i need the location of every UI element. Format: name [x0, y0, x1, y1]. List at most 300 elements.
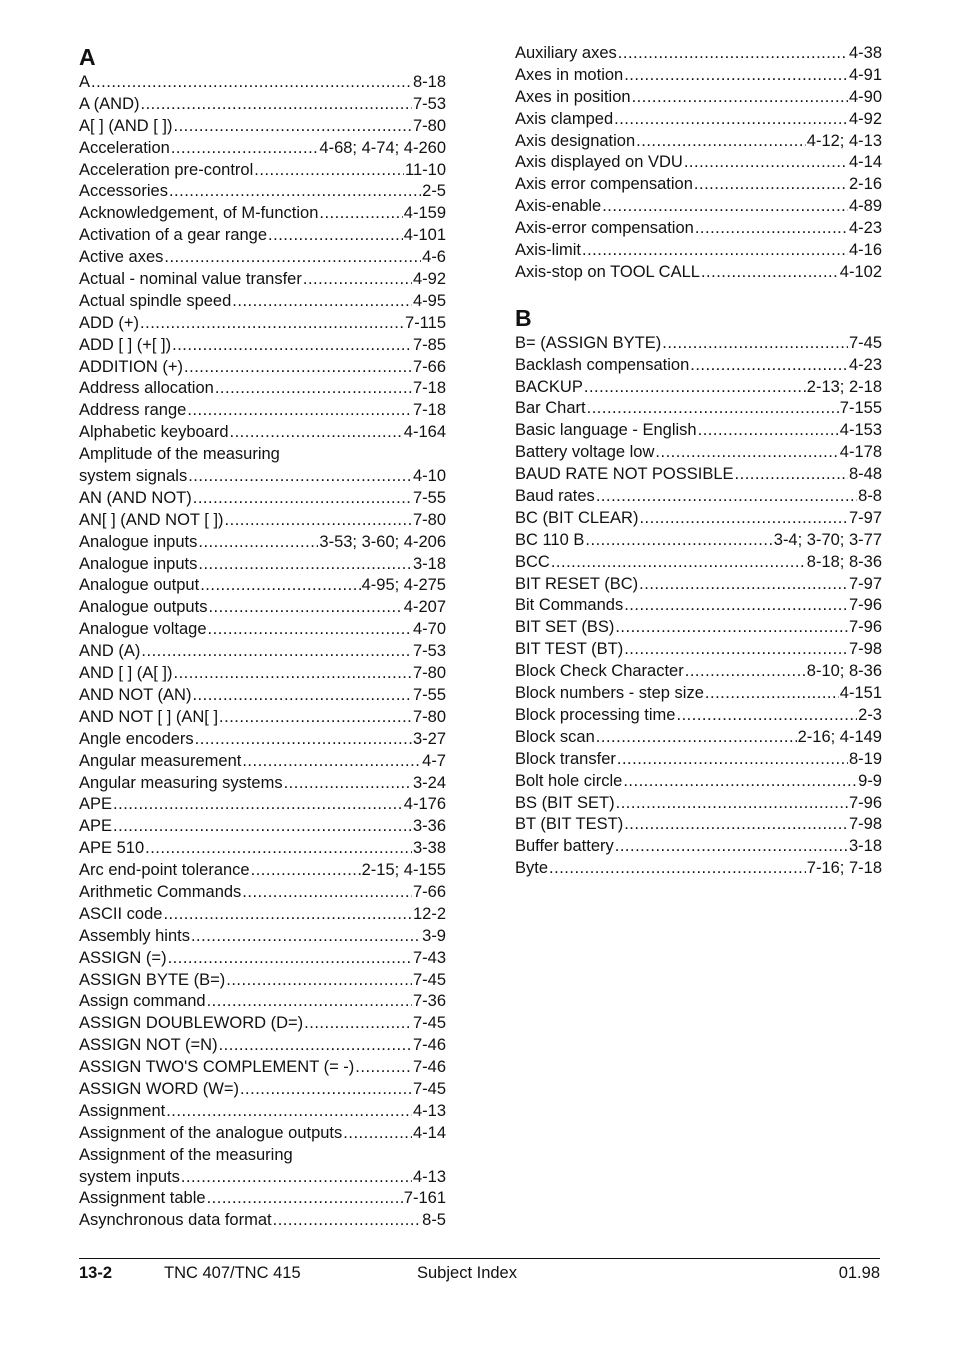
index-entry-page-ref: 4-95 [412, 291, 446, 310]
index-entry [79, 751, 446, 773]
index-entry-term: Axis error compensation [515, 175, 693, 194]
index-entry-page-ref: 7-161 [403, 1189, 446, 1208]
index-entry-term: Block transfer [515, 749, 616, 768]
index-entry-term: ASSIGN WORD (W=) [79, 1079, 239, 1098]
index-entry [515, 793, 882, 815]
index-entry-term: Accessories [79, 182, 168, 201]
index-entry-page-ref: 7-45 [412, 1079, 446, 1098]
index-entry [515, 333, 882, 355]
index-entry [515, 87, 882, 109]
index-entry-term: BT (BIT TEST) [515, 815, 624, 834]
dot-leader [242, 882, 412, 904]
index-entry [515, 464, 882, 486]
index-entry-page-ref: 7-18 [412, 379, 446, 398]
dot-leader [208, 597, 402, 619]
index-entry-page-ref: 7-98 [848, 640, 882, 659]
index-entry-page-ref: 7-53 [412, 642, 446, 661]
index-column-left [79, 43, 446, 1232]
index-entry [515, 262, 882, 284]
index-entry-page-ref: 3-4; 3-70; 3-77 [773, 530, 882, 549]
index-entry-page-ref: 7-85 [412, 335, 446, 354]
dot-leader [735, 464, 848, 486]
index-entry [79, 247, 446, 269]
index-entry-page-ref: 2-3 [858, 705, 882, 724]
dot-leader [166, 1101, 412, 1123]
index-entry [79, 138, 446, 160]
index-entry-page-ref: 7-18 [412, 401, 446, 420]
index-entry-page-ref: 7-45 [848, 333, 882, 352]
index-entry [515, 398, 882, 420]
index-entry-term: system inputs [79, 1167, 180, 1186]
index-entry-page-ref: 3-27 [412, 729, 446, 748]
index-entry [79, 1188, 446, 1210]
index-entry-term: AND [ ] (A[ ]) [79, 664, 173, 683]
page-footer [79, 1262, 880, 1284]
index-entry [79, 94, 446, 116]
dot-leader [187, 400, 412, 422]
index-entry [515, 65, 882, 87]
footer-date: 01.98 [838, 1264, 880, 1282]
index-entry [515, 858, 882, 880]
index-entry-page-ref: 7-80 [412, 664, 446, 683]
index-entry [79, 729, 446, 751]
index-entry-page-ref: 7-66 [412, 357, 446, 376]
index-entry [79, 1101, 446, 1123]
index-entry-page-ref: 4-89 [848, 197, 882, 216]
index-entry-term: Axis clamped [515, 109, 614, 128]
index-entry-term: Arc end-point tolerance [79, 861, 250, 880]
index-entry-page-ref: 7-96 [848, 596, 882, 615]
index-entry-page-ref: 4-151 [839, 684, 882, 703]
index-entry [79, 860, 446, 882]
index-entry-term: ASCII code [79, 904, 163, 923]
dot-leader [623, 771, 857, 793]
footer-page-number: 13-2 [79, 1264, 113, 1282]
index-entry-page-ref: 7-80 [412, 707, 446, 726]
index-entry [515, 705, 882, 727]
index-entry-page-ref: 4-102 [839, 262, 882, 281]
index-entry [79, 335, 446, 357]
dot-leader [225, 510, 412, 532]
index-entry [79, 422, 446, 444]
dot-leader [655, 442, 838, 464]
index-entry-page-ref: 7-46 [412, 1036, 446, 1055]
dot-leader [694, 174, 848, 196]
index-entry-page-ref: 8-19 [848, 749, 882, 768]
index-entry-page-ref: 8-5 [422, 1211, 446, 1230]
index-entry [79, 554, 446, 576]
index-entry [515, 836, 882, 858]
index-entry [79, 1123, 446, 1145]
index-entry [79, 160, 446, 182]
index-entry [515, 617, 882, 639]
dot-leader [174, 663, 412, 685]
dot-leader [695, 218, 848, 240]
index-entry [79, 510, 446, 532]
index-entry-page-ref: 4-70 [412, 620, 446, 639]
section-letter-heading: B [515, 304, 532, 331]
dot-leader [701, 262, 839, 284]
index-entry-term: ADDITION (+) [79, 357, 184, 376]
index-entry-term: Axis displayed on VDU [515, 153, 683, 172]
dot-leader [616, 793, 848, 815]
index-entry [79, 948, 446, 970]
dot-leader [207, 1188, 403, 1210]
dot-leader [268, 225, 403, 247]
index-entry [515, 196, 882, 218]
dot-leader [676, 705, 857, 727]
index-entry-term: BIT TEST (BT) [515, 640, 624, 659]
index-entry-page-ref: 7-45 [412, 970, 446, 989]
index-entry [515, 552, 882, 574]
dot-leader [618, 43, 848, 65]
dot-leader [705, 683, 839, 705]
index-entry-page-ref: 2-13; 2-18 [806, 377, 882, 396]
index-entry [79, 970, 446, 992]
index-entry-page-ref: 11-10 [405, 160, 446, 179]
index-entry-term: AND (A) [79, 642, 141, 661]
index-entry-term: AN (AND NOT) [79, 488, 192, 507]
index-entry [79, 269, 446, 291]
dot-leader [193, 488, 412, 510]
index-entry-term: ASSIGN NOT (=N) [79, 1036, 218, 1055]
index-entry-page-ref: 4-14 [848, 153, 882, 172]
index-entry-term: ADD [ ] (+[ ]) [79, 335, 172, 354]
index-entry-term: BCC [515, 552, 550, 571]
index-entry-page-ref: 3-24 [412, 773, 446, 792]
index-entry [79, 203, 446, 225]
dot-leader [602, 196, 848, 218]
dot-leader [662, 333, 848, 355]
index-entry-term: ASSIGN (=) [79, 948, 167, 967]
index-entry-term: A (AND) [79, 94, 140, 113]
index-entry-term: Active axes [79, 248, 164, 267]
index-entry-page-ref: 2-15; 4-155 [361, 861, 446, 880]
index-entry-term: Asynchronous data format [79, 1211, 272, 1230]
index-entry-page-ref: 7-96 [848, 793, 882, 812]
dot-leader [141, 94, 412, 116]
section-letter-heading: A [79, 44, 96, 70]
index-entry-page-ref: 12-2 [412, 904, 446, 923]
index-entry-term: Assembly hints [79, 926, 190, 945]
index-entry [515, 639, 882, 661]
index-entry-page-ref: 7-155 [839, 399, 882, 418]
index-entry-page-ref: 8-18; 8-36 [806, 552, 882, 571]
dot-leader [624, 595, 848, 617]
dot-leader [140, 313, 404, 335]
index-entry-page-ref: 4-101 [403, 226, 446, 245]
dot-leader [174, 116, 412, 138]
index-entry-page-ref: 4-91 [848, 65, 882, 84]
index-entry-page-ref: 4-13 [412, 1101, 446, 1120]
index-entry-term: Axis-stop on TOOL CALL [515, 262, 700, 281]
index-entry-page-ref: 2-16 [848, 175, 882, 194]
dot-leader [685, 661, 806, 683]
dot-leader [191, 926, 421, 948]
index-entry-term: Auxiliary axes [515, 44, 617, 62]
dot-leader [596, 727, 797, 749]
index-entry [79, 1057, 446, 1079]
dot-leader [181, 1167, 412, 1189]
dot-leader [615, 617, 848, 639]
index-entry-term: BACKUP [515, 377, 583, 396]
dot-leader [240, 1079, 412, 1101]
index-entry-continued: Assignment of the measuring [79, 1145, 293, 1164]
index-entry-page-ref: 4-178 [839, 443, 882, 462]
index-entry [515, 442, 882, 464]
dot-leader [636, 131, 806, 153]
index-entry [79, 116, 446, 138]
index-entry-term: ASSIGN BYTE (B=) [79, 970, 226, 989]
index-entry-page-ref: 7-80 [412, 116, 446, 135]
dot-leader [113, 794, 403, 816]
index-entry [79, 1013, 446, 1035]
section-spacer [515, 284, 882, 304]
index-entry [79, 838, 446, 860]
index-entry-term: Bar Chart [515, 399, 586, 418]
dot-leader [171, 138, 319, 160]
index-entry-page-ref: 8-18 [412, 73, 446, 91]
index-entry-term: Axes in motion [515, 65, 624, 84]
index-entry-term: BIT RESET (BC) [515, 574, 639, 593]
index-entry-term: BC 110 B [515, 530, 585, 549]
dot-leader [215, 378, 412, 400]
index-entry-page-ref: 7-55 [412, 685, 446, 704]
index-entry-term: Arithmetic Commands [79, 882, 242, 901]
index-entry [79, 532, 446, 554]
footer-rule [79, 1258, 880, 1259]
index-entry-page-ref: 3-18 [412, 554, 446, 573]
dot-leader [230, 422, 403, 444]
index-entry [515, 174, 882, 196]
dot-leader [551, 552, 806, 574]
index-entry-term: APE 510 [79, 839, 145, 858]
index-entry-page-ref: 7-46 [412, 1058, 446, 1077]
index-entry [515, 218, 882, 240]
index-entry-term: BS (BIT SET) [515, 793, 615, 812]
index-entry [79, 1079, 446, 1101]
index-entry-term: Analogue inputs [79, 532, 198, 551]
index-entry-term: Backlash compensation [515, 355, 690, 374]
index-entry-term: Analogue outputs [79, 598, 208, 617]
index-entry-term: Alphabetic keyboard [79, 423, 229, 442]
index-entry [79, 926, 446, 948]
index-entry-page-ref: 4-159 [403, 204, 446, 223]
index-entry-page-ref: 7-98 [848, 815, 882, 834]
index-entry-page-ref: 7-80 [412, 510, 446, 529]
index-entry-page-ref: 7-66 [412, 882, 446, 901]
index-entry-term: Block Check Character [515, 662, 684, 681]
index-entry-term: Battery voltage low [515, 443, 655, 462]
dot-leader [582, 240, 848, 262]
index-entry-term: APE [79, 817, 113, 836]
index-entry-page-ref: 4-38 [848, 44, 882, 62]
index-entry-page-ref: 7-16; 7-18 [806, 859, 882, 878]
index-entry-term: Block scan [515, 727, 595, 746]
index-entry-page-ref: 4-207 [403, 598, 446, 617]
index-entry-term: ADD (+) [79, 313, 140, 332]
index-entry [515, 771, 882, 793]
dot-leader [587, 398, 839, 420]
index-entry-page-ref: 8-10; 8-36 [806, 662, 882, 681]
index-entry [79, 1167, 446, 1189]
index-entry [515, 727, 882, 749]
index-entry-page-ref: 2-5 [422, 182, 446, 201]
dot-leader [145, 838, 412, 860]
index-entry [79, 1210, 446, 1232]
index-entry-page-ref: 4-95; 4-275 [361, 576, 446, 595]
index-entry [79, 816, 446, 838]
index-entry-page-ref: 4-13 [412, 1167, 446, 1186]
index-entry [515, 420, 882, 442]
index-entry-term: Axis designation [515, 131, 636, 150]
index-entry-page-ref: 7-97 [848, 508, 882, 527]
index-entry [515, 574, 882, 596]
index-entry-page-ref: 3-18 [848, 837, 882, 856]
index-entry [515, 152, 882, 174]
index-entry-page-ref: 4-12; 4-13 [806, 131, 882, 150]
index-entry [79, 72, 446, 94]
footer-section-title: Subject Index [417, 1264, 517, 1282]
dot-leader [615, 836, 848, 858]
index-entry-term: Axis-limit [515, 241, 581, 260]
index-entry-page-ref: 4-68; 4-74; 4-260 [319, 138, 446, 157]
index-entry [79, 225, 446, 247]
index-entry-term: Actual - nominal value transfer [79, 270, 302, 289]
index-entry-term: Angular measurement [79, 751, 242, 770]
dot-leader [242, 751, 421, 773]
dot-leader [219, 707, 412, 729]
index-entry [515, 661, 882, 683]
index-entry [515, 240, 882, 262]
index-entry [79, 1035, 446, 1057]
index-entry-term: Axis-error compensation [515, 219, 694, 238]
index-entry [79, 181, 446, 203]
dot-leader [198, 554, 412, 576]
index-entry [515, 355, 882, 377]
index-entry-page-ref: 4-153 [839, 421, 882, 440]
dot-leader [91, 72, 412, 94]
index-entry-page-ref: 4-7 [422, 751, 446, 770]
index-entry-term: Actual spindle speed [79, 291, 232, 310]
index-entry [515, 131, 882, 153]
index-entry [79, 663, 446, 685]
dot-leader [163, 904, 412, 926]
index-entry-term: Assignment table [79, 1189, 206, 1208]
index-entry-page-ref: 7-97 [848, 574, 882, 593]
index-column-right [515, 43, 882, 880]
dot-leader [251, 860, 361, 882]
index-entry-term: Axis-enable [515, 197, 602, 216]
index-entry-page-ref: 3-53; 3-60; 4-206 [319, 532, 446, 551]
index-entry-term: Analogue inputs [79, 554, 198, 573]
index-entry-page-ref: 2-16; 4-149 [797, 727, 882, 746]
dot-leader [355, 1057, 412, 1079]
index-entry-page-ref: 4-14 [412, 1123, 446, 1142]
dot-leader [639, 574, 848, 596]
dot-leader [254, 160, 404, 182]
index-entry-term: ASSIGN TWO'S COMPLEMENT (= -) [79, 1058, 355, 1077]
index-entry-page-ref: 4-16 [848, 241, 882, 260]
dot-leader [684, 152, 848, 174]
dot-leader [141, 641, 412, 663]
dot-leader [113, 816, 412, 838]
index-entry [515, 43, 882, 65]
index-entry-term: Address range [79, 401, 187, 420]
dot-leader [639, 508, 848, 530]
index-entry-page-ref: 8-8 [858, 487, 882, 506]
dot-leader [549, 858, 806, 880]
dot-leader [343, 1123, 412, 1145]
index-entry-page-ref: 4-176 [403, 795, 446, 814]
index-entry [79, 378, 446, 400]
index-entry-term: AN[ ] (AND NOT [ ]) [79, 510, 224, 529]
index-entry-page-ref: 4-90 [848, 87, 882, 106]
index-entry-term: Acceleration pre-control [79, 160, 254, 179]
index-entry [79, 291, 446, 313]
dot-leader [198, 532, 318, 554]
index-entry [79, 466, 446, 488]
index-entry-term: Address allocation [79, 379, 214, 398]
index-entry-term: Assignment [79, 1101, 166, 1120]
index-entry-page-ref: 3-36 [412, 817, 446, 836]
dot-leader [624, 639, 848, 661]
index-entry-term: Basic language - English [515, 421, 697, 440]
dot-leader [304, 1013, 412, 1035]
dot-leader [232, 291, 412, 313]
index-entry [79, 575, 446, 597]
index-entry-term: A[ ] (AND [ ]) [79, 116, 173, 135]
index-entry [79, 357, 446, 379]
index-entry-page-ref: 7-43 [412, 948, 446, 967]
index-entry [79, 882, 446, 904]
index-entry-page-ref: 7-45 [412, 1014, 446, 1033]
dot-leader [690, 355, 848, 377]
dot-leader [303, 269, 412, 291]
dot-leader [596, 486, 857, 508]
index-entry-page-ref: 4-92 [412, 270, 446, 289]
index-entry-term: Buffer battery [515, 837, 614, 856]
index-entry-term: APE [79, 795, 113, 814]
index-entry-term: B= (ASSIGN BYTE) [515, 333, 662, 352]
index-entry-page-ref: 7-36 [412, 992, 446, 1011]
footer-product-name: TNC 407/TNC 415 [164, 1264, 301, 1282]
index-entry-page-ref: 3-38 [412, 839, 446, 858]
index-entry-term: Bit Commands [515, 596, 624, 615]
index-entry-term: Analogue voltage [79, 620, 207, 639]
index-entry [79, 641, 446, 663]
dot-leader [632, 87, 848, 109]
dot-leader [614, 109, 848, 131]
index-entry-term: system signals [79, 467, 188, 486]
index-entry-page-ref: 4-164 [403, 423, 446, 442]
index-entry-page-ref: 7-53 [412, 94, 446, 113]
index-entry [515, 486, 882, 508]
dot-leader [164, 247, 421, 269]
index-entry [515, 377, 882, 399]
dot-leader [219, 1035, 412, 1057]
index-entry [79, 773, 446, 795]
dot-leader [624, 65, 848, 87]
index-entry-term: BIT SET (BS) [515, 618, 615, 637]
index-entry-term: Angle encoders [79, 729, 194, 748]
index-entry-page-ref: 9-9 [858, 771, 882, 790]
index-entry [79, 707, 446, 729]
dot-leader [172, 335, 412, 357]
index-entry-term: BC (BIT CLEAR) [515, 508, 639, 527]
index-entry-page-ref: 3-9 [422, 926, 446, 945]
dot-leader [698, 420, 839, 442]
